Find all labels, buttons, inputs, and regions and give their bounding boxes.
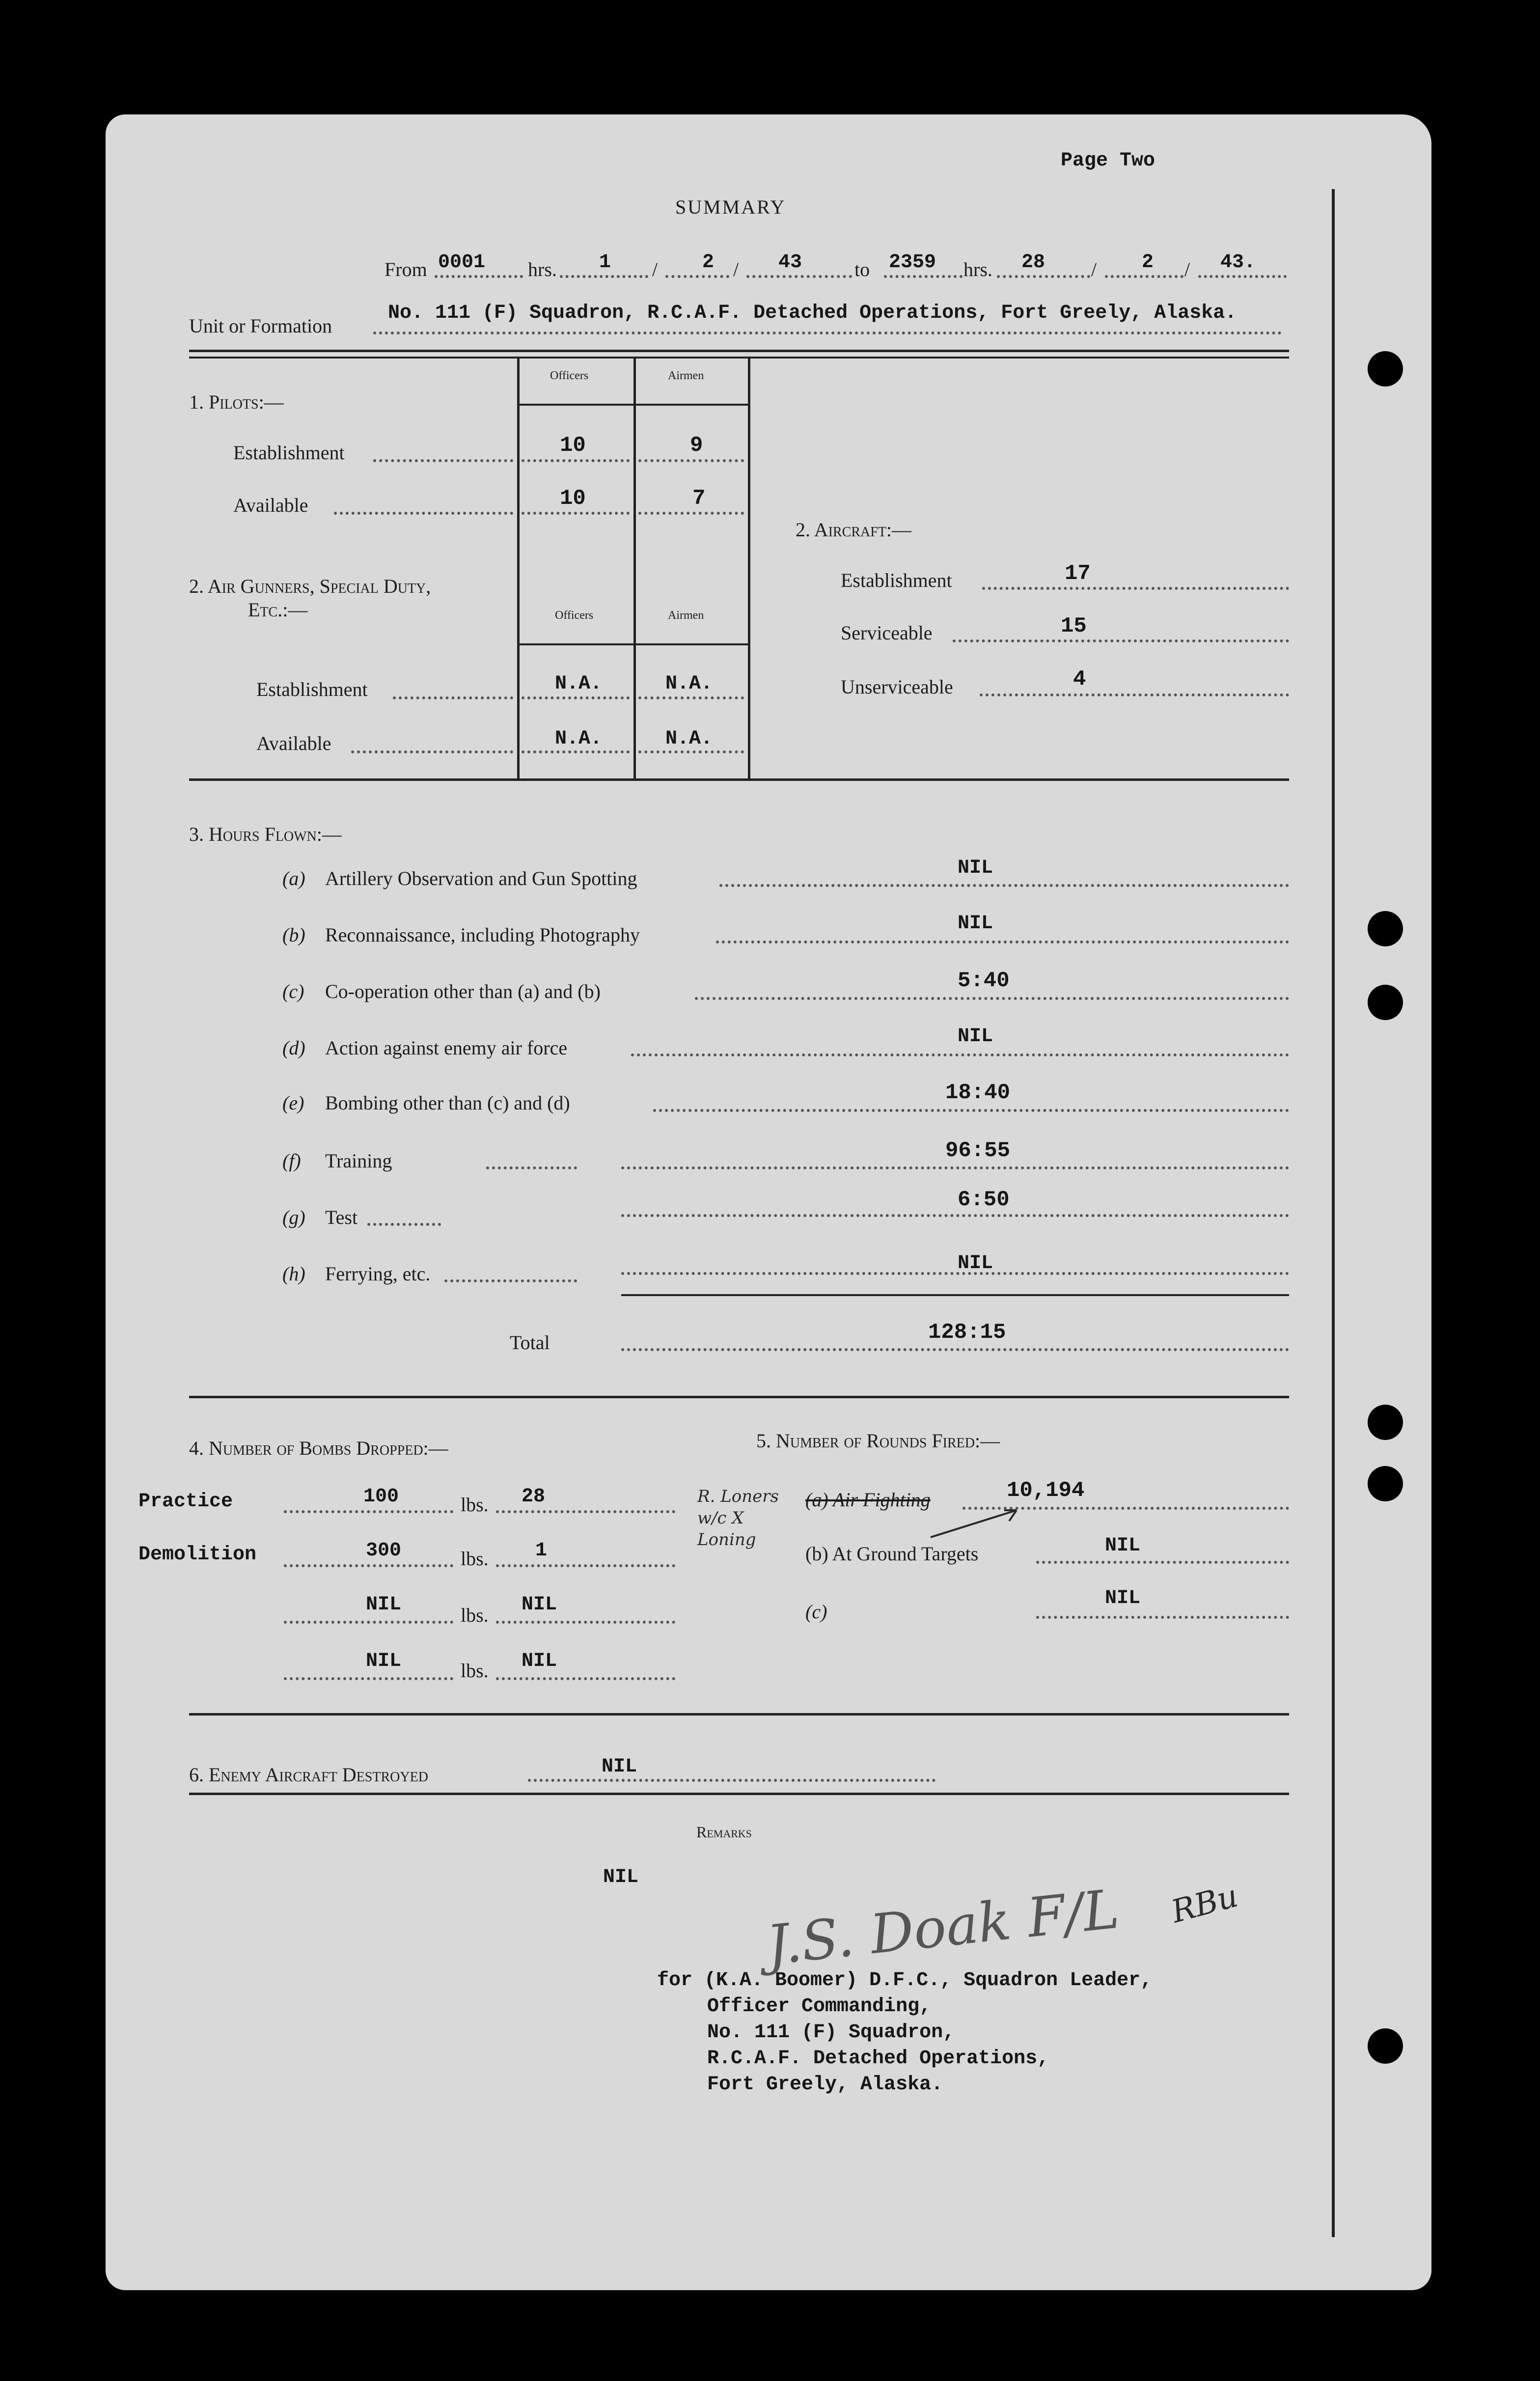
gunners-row-label: Establishment [256, 678, 368, 700]
hours-label: Artillery Observation and Gun Spotting [325, 867, 637, 889]
total-rule [621, 1294, 1289, 1296]
punch-hole [1368, 911, 1403, 946]
slash: / [1184, 258, 1190, 280]
margin-rule [1332, 189, 1335, 2237]
rounds-heading: 5. Number of Rounds Fired:— [756, 1430, 1000, 1452]
hours-value: 18:40 [945, 1080, 1011, 1105]
dotted-line [719, 884, 1289, 887]
slash: / [733, 258, 739, 280]
dotted-line [435, 275, 523, 278]
bombs-weight: 300 [366, 1540, 402, 1562]
gunners-officers-value: N.A. [555, 728, 603, 750]
dotted-line [496, 1564, 675, 1567]
pilots-col-officers: Officers [550, 369, 589, 382]
enemy-label: 6. Enemy Aircraft Destroyed [189, 1764, 428, 1786]
dotted-line [621, 1166, 1289, 1169]
bombs-lbs: lbs. [461, 1604, 489, 1626]
slash: / [652, 258, 658, 280]
dotted-line [351, 750, 513, 753]
hours-value: 5:40 [958, 969, 1010, 993]
bombs-count: NIL [522, 1594, 557, 1616]
signature-line: Officer Commanding, [707, 1995, 932, 2018]
dotted-line [528, 1779, 935, 1782]
dotted-line [393, 696, 513, 699]
hours-value: NIL [958, 913, 993, 935]
dotted-line [884, 275, 962, 278]
arrow-icon [928, 1503, 1026, 1542]
aircraft-row-value: 17 [1065, 561, 1091, 586]
page-label: Page Two [1061, 150, 1155, 172]
rounds-handwritten-note: R. Loners w/c X Loning [697, 1487, 779, 1550]
dotted-line [284, 1621, 453, 1624]
bombs-row-label: Practice [138, 1491, 233, 1513]
aircraft-row-label: Establishment [841, 569, 952, 591]
rounds-a-value: 10,194 [1007, 1478, 1085, 1503]
hours-heading: 3. Hours Flown:— [189, 823, 342, 845]
period-to-label: to [854, 258, 870, 280]
rounds-b-label: (b) At Ground Targets [805, 1543, 979, 1565]
rounds-c-value: NIL [1105, 1587, 1141, 1609]
period-from-year: 43 [778, 251, 802, 274]
bombs-weight: 100 [363, 1486, 399, 1508]
gunners-row-label: Available [256, 732, 331, 754]
aircraft-heading: 2. Aircraft:— [796, 519, 912, 541]
dotted-line [522, 696, 630, 699]
hours-letter: (h) [282, 1263, 305, 1285]
remarks-value: NIL [603, 1866, 639, 1888]
dotted-line [496, 1510, 675, 1513]
dotted-line [373, 459, 513, 462]
hours-label: Ferrying, etc. [325, 1263, 431, 1285]
hours-letter: (c) [282, 980, 304, 1002]
hours-letter: (a) [282, 867, 305, 889]
period-from-day: 1 [599, 251, 611, 274]
gunners-col-officers: Officers [555, 609, 594, 622]
period-to-year: 43. [1220, 251, 1256, 274]
section-rule [189, 1713, 1289, 1716]
period-hrs: hrs. [963, 258, 992, 280]
hours-letter: (d) [282, 1037, 305, 1059]
dotted-line [638, 750, 744, 753]
pilots-airmen-value: 7 [692, 486, 706, 511]
dotted-line [560, 275, 648, 278]
dotted-line [1105, 275, 1183, 278]
pilots-officers-value: 10 [560, 433, 586, 458]
aircraft-row-label: Unserviceable [841, 676, 953, 698]
dotted-line [638, 512, 744, 515]
handwritten-signature: J.S. Doak F/L [764, 1877, 1122, 1977]
dotted-line [284, 1677, 453, 1680]
dotted-line [284, 1564, 453, 1567]
table-rule [633, 359, 636, 781]
signature-line: R.C.A.F. Detached Operations, [707, 2048, 1049, 2070]
hours-value: 96:55 [945, 1138, 1011, 1163]
gunners-heading: 2. Air Gunners, Special Duty, [189, 575, 431, 597]
bombs-count: 28 [522, 1486, 546, 1508]
bombs-lbs: lbs. [461, 1660, 489, 1682]
period-from-month: 2 [702, 251, 715, 274]
hours-label: Action against enemy air force [325, 1037, 568, 1059]
section-rule [189, 357, 1289, 359]
hours-label: Co-operation other than (a) and (b) [325, 980, 601, 1002]
page-title: SUMMARY [675, 196, 786, 218]
hours-label: Test [325, 1206, 358, 1228]
dotted-line [522, 750, 630, 753]
table-rule [748, 359, 750, 781]
bombs-weight: NIL [366, 1650, 402, 1672]
gunners-heading: Etc.:— [248, 599, 308, 621]
unit-value: No. 111 (F) Squadron, R.C.A.F. Detached Operations, Fort Greely, Alaska. [388, 302, 1237, 324]
rounds-a-label: (a) Air Fighting [805, 1489, 931, 1511]
rounds-c-label: (c) [805, 1601, 827, 1623]
aircraft-row-value: 4 [1073, 667, 1086, 692]
punch-hole [1368, 985, 1403, 1020]
signature-line: No. 111 (F) Squadron, [707, 2021, 955, 2044]
rounds-b-value: NIL [1105, 1535, 1141, 1557]
slash: / [1091, 258, 1097, 280]
dotted-line [522, 512, 630, 515]
punch-hole [1368, 351, 1403, 387]
bombs-count: NIL [522, 1650, 557, 1672]
dotted-line [496, 1621, 675, 1624]
dotted-line [496, 1677, 675, 1680]
dotted-line [1036, 1616, 1289, 1619]
dotted-line [334, 512, 513, 515]
bombs-weight: NIL [366, 1594, 402, 1616]
punch-hole [1368, 2028, 1403, 2064]
gunners-airmen-value: N.A. [665, 673, 713, 695]
pilots-airmen-value: 9 [690, 433, 703, 458]
section-rule [189, 1793, 1289, 1795]
dotted-line [716, 941, 1289, 943]
bombs-row-label: Demolition [138, 1544, 257, 1566]
dotted-line [373, 332, 1282, 334]
enemy-value: NIL [602, 1756, 637, 1778]
period-hrs: hrs. [528, 258, 557, 280]
table-rule [517, 359, 520, 781]
hours-letter: (f) [282, 1150, 301, 1172]
bombs-lbs: lbs. [461, 1548, 489, 1570]
bombs-heading: 4. Number of Bombs Dropped:— [189, 1437, 448, 1459]
dotted-line [522, 459, 630, 462]
punch-hole [1368, 1405, 1403, 1440]
hours-label: Reconnaissance, including Photography [325, 924, 640, 946]
period-to-month: 2 [1142, 251, 1154, 274]
pilots-row-label: Available [233, 494, 308, 516]
hours-label: Training [325, 1150, 392, 1172]
unit-label: Unit or Formation [189, 315, 332, 337]
period-to-time: 2359 [889, 251, 936, 274]
hours-value: NIL [958, 857, 993, 879]
dotted-line [631, 1053, 1289, 1056]
pilots-officers-value: 10 [560, 486, 586, 511]
dotted-line [953, 639, 1289, 642]
dotted-line [746, 275, 852, 278]
dotted-line [367, 1223, 441, 1226]
hours-letter: (b) [282, 924, 305, 946]
pilots-col-airmen: Airmen [668, 369, 704, 382]
hours-letter: (g) [282, 1206, 305, 1228]
bombs-lbs: lbs. [461, 1494, 489, 1516]
aircraft-row-label: Serviceable [841, 622, 933, 644]
aircraft-row-value: 15 [1061, 614, 1087, 638]
pilots-row-label: Establishment [233, 442, 345, 464]
dotted-line [486, 1166, 577, 1169]
hours-value: 6:50 [958, 1188, 1010, 1212]
dotted-line [980, 693, 1289, 696]
hours-total-label: Total [510, 1331, 550, 1354]
signature-line: for (K.A. Boomer) D.F.C., Squadron Leader, [657, 1969, 1153, 1992]
dotted-line [621, 1214, 1289, 1217]
remarks-heading: Remarks [696, 1823, 752, 1841]
dotted-line [621, 1272, 1289, 1275]
section-rule [189, 350, 1289, 352]
table-rule [517, 643, 750, 645]
signature-line: Fort Greely, Alaska. [707, 2074, 943, 2096]
hours-letter: (e) [282, 1092, 304, 1114]
section-rule [189, 778, 1289, 781]
section-rule [189, 1396, 1289, 1398]
dotted-line [997, 275, 1090, 278]
period-from-label: From [385, 258, 427, 280]
period-from-time: 0001 [438, 251, 486, 274]
handwritten-initials: RBu [1167, 1878, 1242, 1931]
gunners-col-airmen: Airmen [668, 609, 704, 622]
dotted-line [638, 696, 744, 699]
period-to-day: 28 [1021, 251, 1045, 274]
dotted-line [982, 587, 1289, 590]
dotted-line [665, 275, 729, 278]
dotted-line [1036, 1561, 1289, 1564]
dotted-line [695, 997, 1289, 1000]
bombs-count: 1 [535, 1540, 548, 1562]
dotted-line [444, 1279, 577, 1282]
dotted-line [1198, 275, 1287, 278]
dotted-line [621, 1348, 1289, 1351]
hours-total-value: 128:15 [928, 1320, 1006, 1345]
dotted-line [284, 1510, 453, 1513]
hours-value: NIL [958, 1025, 993, 1048]
dotted-line [638, 459, 744, 462]
gunners-airmen-value: N.A. [665, 728, 713, 750]
hours-value: NIL [958, 1252, 993, 1274]
pilots-heading: 1. Pilots:— [189, 391, 284, 413]
hours-label: Bombing other than (c) and (d) [325, 1092, 570, 1114]
table-rule [517, 404, 750, 406]
punch-hole [1368, 1466, 1403, 1501]
dotted-line [653, 1109, 1289, 1112]
gunners-officers-value: N.A. [555, 673, 603, 695]
